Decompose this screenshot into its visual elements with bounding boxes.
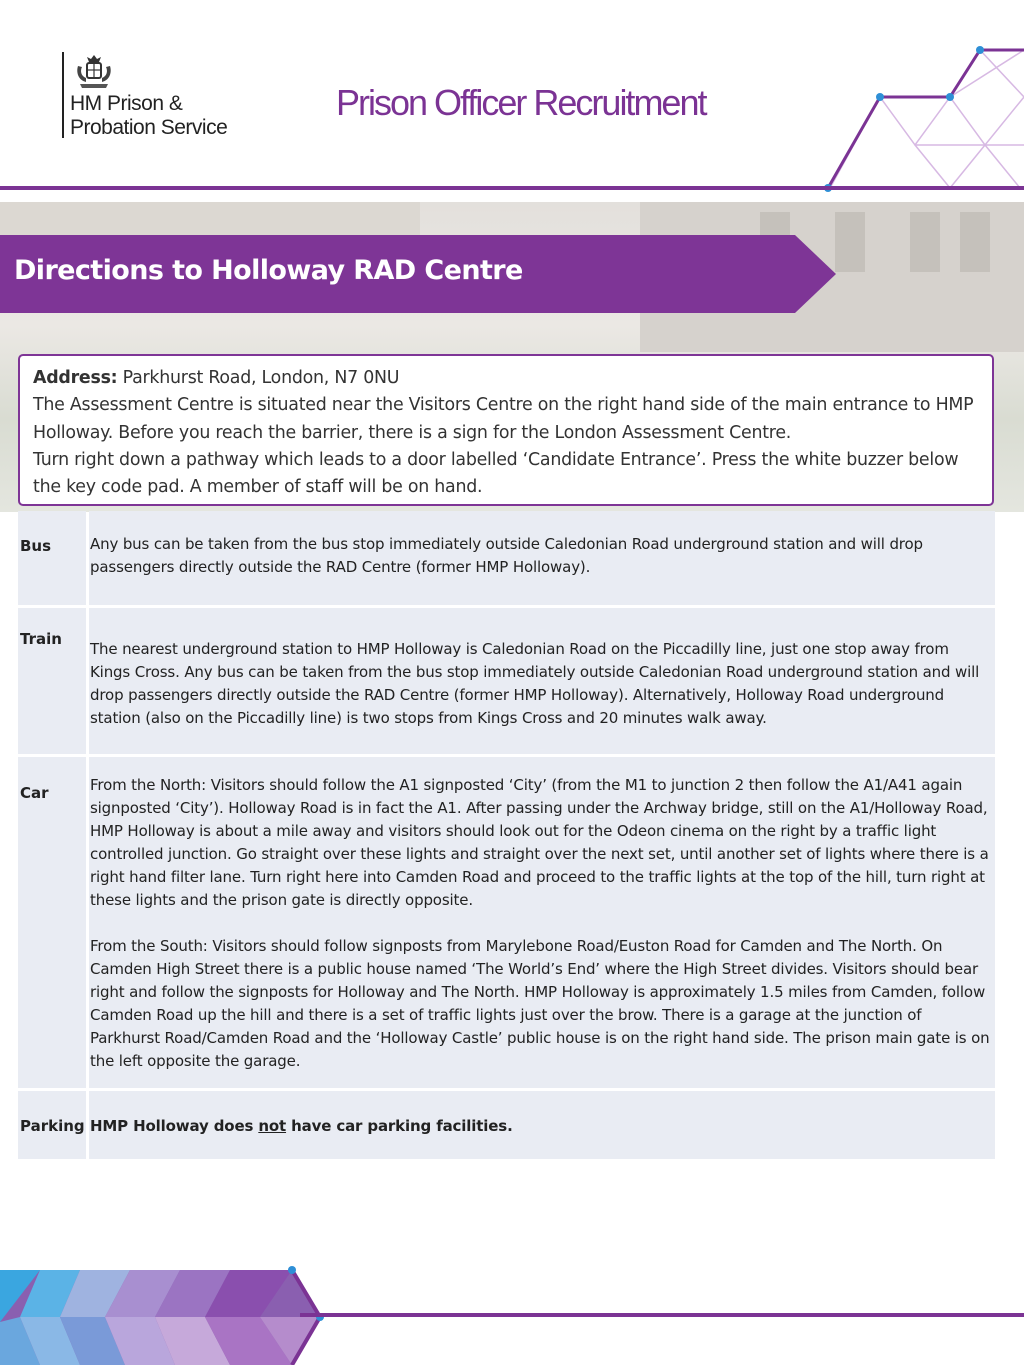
address-value: Parkhurst Road, London, N7 0NU [117, 368, 400, 388]
directions-table [18, 511, 995, 1162]
directions-bus-text: Any bus can be taken from the bus stop immediately outside Caledonian Road underground station and will drop passengers directly outside the RAD Centre (former HMP Holloway). [90, 535, 923, 576]
table-row-bus [18, 511, 995, 608]
table-row-train [18, 608, 995, 757]
mode-label-bus: Bus [18, 511, 86, 605]
directions-bus [89, 511, 995, 605]
footer-rule [300, 1313, 1024, 1317]
directions-car [89, 757, 995, 1088]
page-header [0, 0, 1024, 200]
header-rule [0, 186, 1024, 190]
directions-car-south: From the South: Visitors should follow signposts from Marylebone Road/Euston Road for Camden and The North. On Camden High Street there is a public house named ‘The World’s End’ where the High Street divides. Visitors should bear right and follow the signposts for Holloway and The North. HMP Holloway is approximately 1.5 miles from Camden, follow Camden Road up the hill and there is a set of traffic lights just over the brow. There is a garage at the junction of Parkhurst Road/Camden Road and the ‘Holloway Castle’ public house is on the right hand side. The prison main gate is on the left opposite the garage. [90, 937, 990, 1070]
table-row-parking [18, 1091, 995, 1162]
address-line [33, 365, 979, 392]
directions-train-text: The nearest underground station to HMP Holloway is Caledonian Road on the Piccadilly line, just one stop away from Kings Cross. Any bus can be taken from the bus stop immediately outside Caledonian Road underground station and will drop passengers directly outside the RAD Centre (former HMP Holloway). Alternatively, Holloway Road underground station (also on the Piccadilly line) is two stops from Kings Cross and 20 minutes walk away. [90, 640, 980, 727]
mode-label-train: Train [18, 608, 86, 754]
footer-geometric-decoration [0, 1262, 330, 1365]
mode-label-parking: Parking [18, 1091, 86, 1159]
page-title: Prison Officer Recruitment [336, 82, 706, 123]
address-description: The Assessment Centre is situated near the Visitors Centre on the right hand side of the main entrance to HMP Holloway. Before you reach the barrier, there is a sign for the London Assessment Centre. [33, 395, 974, 443]
directions-train [89, 608, 995, 754]
parking-text-after: have car parking facilities. [286, 1117, 513, 1135]
org-name-line2: Probation Service [70, 116, 228, 139]
address-label: Address: [33, 368, 118, 388]
directions-car-north: From the North: Visitors should follow the A1 signposted ‘City’ (from the M1 to junction 2 then follow the A1/A41 again signposted ‘City’). Holloway Road is in fact the A1. After passing under the Archway bridge, still on the A1/Holloway Road, HMP Holloway is about a mile away and visitors should look out for the Odeon cinema on the right by a traffic light controlled junction. Go straight over these lights and straight over the next set, until another set of lights where there is a right hand filter lane. Turn right here into Camden Road and proceed to the traffic lights at the top of the hill, turn right at these lights and the prison gate is directly opposite. [90, 776, 989, 909]
parking-text-before: HMP Holloway does [90, 1117, 259, 1135]
address-box [18, 354, 994, 506]
directions-parking [89, 1091, 995, 1159]
section-title: Directions to Holloway RAD Centre [14, 255, 523, 286]
header-geometric-decoration [0, 0, 1024, 200]
parking-text-emphasis: not [258, 1117, 287, 1135]
mode-label-car: Car [18, 757, 86, 1088]
address-instructions: Turn right down a pathway which leads to a door labelled ‘Candidate Entrance’. Press the white buzzer below the key code pad. A member of staff will be on hand. [33, 449, 959, 498]
org-name-line1: HM Prison & [70, 92, 183, 115]
table-row-car [18, 757, 995, 1091]
